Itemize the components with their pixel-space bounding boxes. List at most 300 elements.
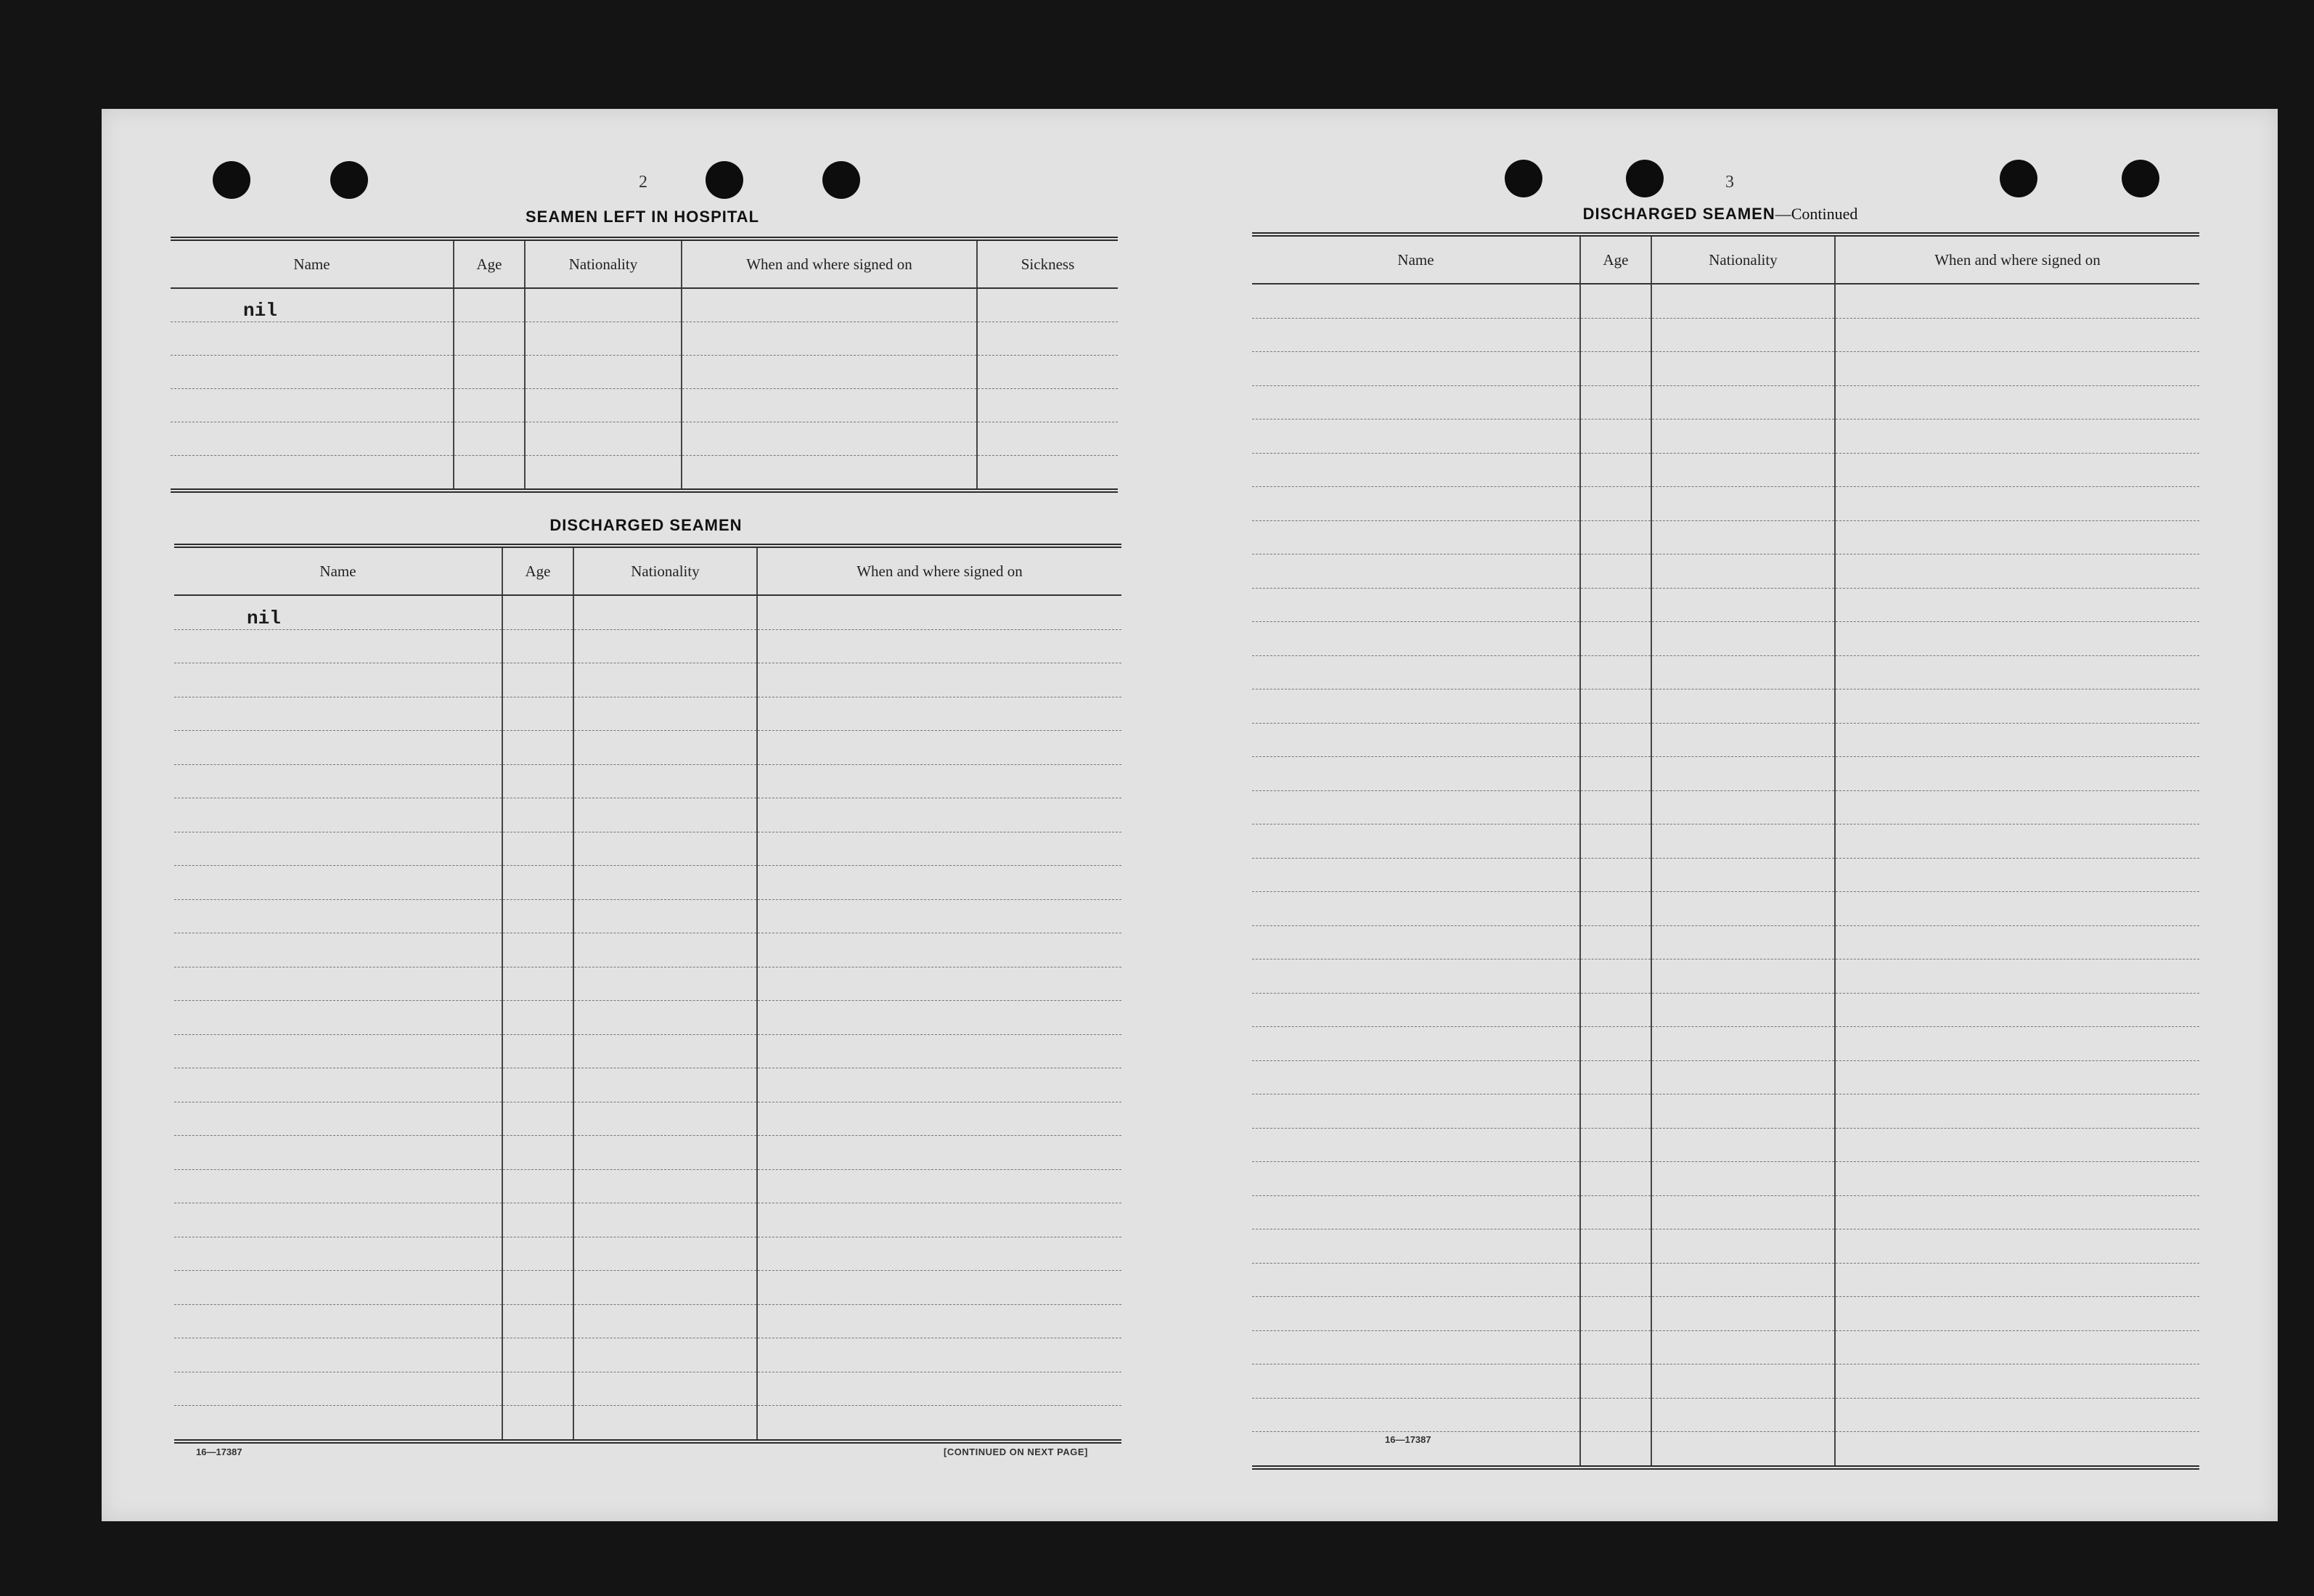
table-cell — [757, 1271, 1121, 1305]
document-sheet — [102, 109, 2278, 1521]
table-cell — [1835, 1364, 2199, 1399]
table-row — [174, 1237, 1121, 1271]
table-cell — [1835, 520, 2199, 554]
table-cell — [1835, 1432, 2199, 1468]
table-cell — [174, 1271, 502, 1305]
table-cell — [1252, 487, 1580, 521]
table-cell — [757, 764, 1121, 798]
table-cell — [1252, 757, 1580, 791]
table-cell — [1651, 520, 1835, 554]
table-cell — [1252, 858, 1580, 892]
table-cell — [757, 933, 1121, 967]
table-cell — [174, 1169, 502, 1203]
column-header-signed-on: When and where signed on — [1835, 234, 2199, 284]
table-cell — [573, 832, 757, 866]
table-cell — [1580, 1398, 1651, 1432]
table-cell — [1835, 1195, 2199, 1229]
table-row — [1252, 925, 2199, 959]
table-cell — [171, 456, 454, 491]
table-row — [1252, 858, 2199, 892]
table-cell — [977, 356, 1118, 389]
table-cell — [1580, 1263, 1651, 1297]
table-cell — [1580, 284, 1651, 318]
table-cell — [1835, 554, 2199, 589]
table-cell — [1252, 520, 1580, 554]
table-cell — [1580, 352, 1651, 386]
table-cell — [1651, 284, 1835, 318]
table-cell — [174, 629, 502, 663]
table-cell — [1651, 1195, 1835, 1229]
table-cell — [1651, 622, 1835, 656]
table-cell — [525, 422, 682, 456]
table-cell — [757, 832, 1121, 866]
table-cell — [1580, 959, 1651, 994]
table-cell — [502, 1237, 573, 1271]
table-cell — [1252, 1128, 1580, 1162]
table-cell — [525, 456, 682, 491]
table-row — [1252, 1364, 2199, 1399]
table-row — [174, 697, 1121, 731]
table-cell — [977, 456, 1118, 491]
table-cell — [1651, 1162, 1835, 1196]
table-cell — [1580, 385, 1651, 420]
table-cell — [1835, 993, 2199, 1027]
table-cell — [1835, 1060, 2199, 1094]
table-cell — [977, 422, 1118, 456]
table-cell — [1835, 420, 2199, 454]
table-cell — [1835, 790, 2199, 824]
table-cell — [1580, 420, 1651, 454]
table-cell — [682, 288, 977, 322]
table-cell — [1252, 1330, 1580, 1364]
table-cell — [502, 933, 573, 967]
table-row — [174, 832, 1121, 866]
table-cell — [1651, 1297, 1835, 1331]
table-cell — [573, 1203, 757, 1237]
table-row — [1252, 420, 2199, 454]
table-cell — [502, 1001, 573, 1035]
table-cell — [502, 1338, 573, 1372]
table-cell — [1580, 790, 1651, 824]
table-cell — [1835, 1263, 2199, 1297]
table-cell — [573, 1102, 757, 1136]
table-cell — [1580, 925, 1651, 959]
table-row — [174, 1338, 1121, 1372]
table-cell — [454, 389, 525, 422]
table-cell — [1580, 892, 1651, 926]
column-header-nationality: Nationality — [573, 546, 757, 595]
table-cell — [1651, 757, 1835, 791]
table-cell — [573, 933, 757, 967]
table-cell — [1835, 588, 2199, 622]
table-cell — [1651, 689, 1835, 724]
table-row — [174, 798, 1121, 832]
table-cell — [1835, 487, 2199, 521]
table-cell — [573, 663, 757, 697]
table-cell — [502, 1372, 573, 1406]
table-cell — [174, 1001, 502, 1035]
name-cell: nil — [174, 595, 502, 629]
column-header-signed-on: When and where signed on — [682, 239, 977, 288]
table-cell — [502, 832, 573, 866]
table-row — [171, 389, 1118, 422]
table-cell — [1651, 1128, 1835, 1162]
table-cell — [573, 798, 757, 832]
table-header-row — [171, 239, 1118, 288]
table-cell — [1252, 993, 1580, 1027]
table-cell — [502, 967, 573, 1001]
table-cell — [1651, 858, 1835, 892]
table-row — [174, 663, 1121, 697]
page-number: 2 — [639, 173, 647, 192]
table-cell — [502, 1271, 573, 1305]
table-cell — [757, 1136, 1121, 1170]
table-cell — [171, 322, 454, 356]
table-cell — [1252, 790, 1580, 824]
table-row — [171, 456, 1118, 491]
table-cell — [1580, 1432, 1651, 1468]
table-cell — [1580, 622, 1651, 656]
table-header-row — [1252, 234, 2199, 284]
column-header-nationality: Nationality — [525, 239, 682, 288]
table-cell — [757, 866, 1121, 900]
table-cell — [977, 322, 1118, 356]
table-cell — [1651, 385, 1835, 420]
table-cell — [1651, 1263, 1835, 1297]
table-row — [1252, 588, 2199, 622]
table-cell — [1835, 1398, 2199, 1432]
table-cell — [174, 1304, 502, 1338]
table-cell — [174, 967, 502, 1001]
table-row — [1252, 284, 2199, 318]
table-cell — [573, 1372, 757, 1406]
table-cell — [757, 798, 1121, 832]
table-cell — [1252, 925, 1580, 959]
table-cell — [1580, 318, 1651, 352]
table-cell — [1252, 1195, 1580, 1229]
table-cell — [1580, 588, 1651, 622]
table-row — [1252, 1128, 2199, 1162]
table-cell — [502, 866, 573, 900]
table-cell — [757, 1203, 1121, 1237]
table-cell — [1835, 959, 2199, 994]
table-cell — [454, 422, 525, 456]
table-row — [174, 1271, 1121, 1305]
table-cell — [1580, 453, 1651, 487]
table-cell — [454, 322, 525, 356]
table-cell — [174, 697, 502, 731]
table-row — [1252, 723, 2199, 757]
table-cell — [1580, 1027, 1651, 1061]
table-row — [174, 1169, 1121, 1203]
table-cell — [757, 1034, 1121, 1068]
table-cell — [1580, 858, 1651, 892]
table-cell — [174, 1068, 502, 1102]
table-row — [1252, 689, 2199, 724]
table-row — [174, 1136, 1121, 1170]
table-cell — [1835, 1330, 2199, 1364]
table-cell — [502, 1068, 573, 1102]
table-cell — [757, 1406, 1121, 1441]
hospital-table — [171, 237, 1118, 493]
table-row — [1252, 959, 2199, 994]
table-cell — [1252, 1162, 1580, 1196]
table-cell — [1580, 1128, 1651, 1162]
hospital-section-title: SEAMEN LEFT IN HOSPITAL — [525, 208, 760, 226]
table-cell — [757, 1304, 1121, 1338]
table-cell — [1651, 588, 1835, 622]
table-cell — [1835, 453, 2199, 487]
discharged-section-title: DISCHARGED SEAMEN — [549, 516, 743, 534]
table-row — [1252, 824, 2199, 859]
table-cell — [1835, 723, 2199, 757]
table-cell — [174, 866, 502, 900]
table-cell — [757, 1102, 1121, 1136]
table-cell — [1651, 1364, 1835, 1399]
table-row — [1252, 1330, 2199, 1364]
table-cell — [1651, 1432, 1835, 1468]
table-row — [1252, 352, 2199, 386]
discharged-table — [174, 544, 1121, 1444]
table-cell — [1835, 1128, 2199, 1162]
table-cell — [573, 764, 757, 798]
table-cell — [502, 663, 573, 697]
table-row — [1252, 487, 2199, 521]
table-row — [174, 629, 1121, 663]
table-cell — [171, 356, 454, 389]
table-cell — [171, 422, 454, 456]
table-row — [1252, 1162, 2199, 1196]
table-cell — [174, 1237, 502, 1271]
table-cell — [502, 697, 573, 731]
table-cell — [174, 899, 502, 933]
table-cell — [1580, 554, 1651, 589]
discharged-continued-title — [1248, 205, 2192, 224]
table-cell — [174, 933, 502, 967]
table-cell — [1252, 453, 1580, 487]
column-header-age: Age — [1580, 234, 1651, 284]
table-cell — [1580, 1162, 1651, 1196]
table-cell — [1580, 1195, 1651, 1229]
table-cell — [1651, 554, 1835, 589]
table-row — [174, 1203, 1121, 1237]
name-cell: nil — [171, 288, 454, 322]
table-cell — [1252, 1297, 1580, 1331]
table-cell — [1580, 993, 1651, 1027]
table-cell — [1835, 892, 2199, 926]
table-cell — [1252, 1229, 1580, 1264]
table-cell — [174, 1372, 502, 1406]
table-cell — [1835, 385, 2199, 420]
table-row — [174, 731, 1121, 765]
table-cell — [1252, 352, 1580, 386]
table-row — [1252, 385, 2199, 420]
table-row — [1252, 790, 2199, 824]
table-cell — [573, 899, 757, 933]
table-cell — [525, 322, 682, 356]
table-row — [1252, 318, 2199, 352]
table-cell — [1835, 1027, 2199, 1061]
table-cell — [682, 456, 977, 491]
table-cell — [1651, 1094, 1835, 1129]
table-row — [171, 422, 1118, 456]
table-row — [171, 288, 1118, 322]
table-row — [174, 1001, 1121, 1035]
table-row — [1252, 554, 2199, 589]
table-row — [1252, 1060, 2199, 1094]
table-cell — [757, 629, 1121, 663]
table-cell — [171, 389, 454, 422]
table-cell — [682, 422, 977, 456]
table-cell — [1252, 1027, 1580, 1061]
table-cell — [1835, 925, 2199, 959]
table-cell — [573, 1169, 757, 1203]
table-cell — [757, 967, 1121, 1001]
table-cell — [757, 1169, 1121, 1203]
column-header-name: Name — [171, 239, 454, 288]
table-cell — [1252, 892, 1580, 926]
table-cell — [573, 1271, 757, 1305]
table-cell — [1651, 1060, 1835, 1094]
table-cell — [1651, 824, 1835, 859]
table-cell — [757, 899, 1121, 933]
table-cell — [174, 731, 502, 765]
table-cell — [682, 322, 977, 356]
table-cell — [1651, 959, 1835, 994]
table-cell — [502, 595, 573, 629]
table-cell — [573, 1034, 757, 1068]
table-row — [174, 595, 1121, 629]
table-cell — [174, 1406, 502, 1441]
table-cell — [174, 798, 502, 832]
table-row — [1252, 520, 2199, 554]
table-cell — [502, 798, 573, 832]
table-cell — [1651, 318, 1835, 352]
table-cell — [1651, 487, 1835, 521]
table-cell — [573, 1237, 757, 1271]
table-cell — [1252, 723, 1580, 757]
table-cell — [1580, 723, 1651, 757]
table-cell — [502, 899, 573, 933]
table-cell — [525, 389, 682, 422]
table-row — [174, 1304, 1121, 1338]
table-cell — [573, 1001, 757, 1035]
table-cell — [1252, 622, 1580, 656]
table-cell — [1651, 1330, 1835, 1364]
table-row — [1252, 1229, 2199, 1264]
table-cell — [573, 1406, 757, 1441]
left-page — [102, 109, 1190, 1521]
table-cell — [1252, 385, 1580, 420]
table-cell — [502, 1169, 573, 1203]
table-row — [174, 967, 1121, 1001]
table-cell — [502, 764, 573, 798]
table-cell — [1580, 824, 1651, 859]
table-cell — [1651, 655, 1835, 689]
page-number: 3 — [1725, 173, 1734, 192]
table-cell — [1835, 824, 2199, 859]
table-header-row — [174, 546, 1121, 595]
table-cell — [525, 288, 682, 322]
table-cell — [1651, 453, 1835, 487]
table-row — [174, 1372, 1121, 1406]
table-cell — [682, 389, 977, 422]
table-row — [1252, 1027, 2199, 1061]
table-cell — [1580, 520, 1651, 554]
table-row — [174, 764, 1121, 798]
table-cell — [1252, 824, 1580, 859]
table-row — [174, 1102, 1121, 1136]
table-cell — [1252, 655, 1580, 689]
table-cell — [1651, 352, 1835, 386]
table-cell — [1835, 1162, 2199, 1196]
table-row — [174, 866, 1121, 900]
table-cell — [1252, 554, 1580, 589]
table-row — [1252, 1297, 2199, 1331]
table-cell — [1252, 588, 1580, 622]
table-cell — [1252, 284, 1580, 318]
table-cell — [573, 1068, 757, 1102]
table-cell — [757, 663, 1121, 697]
title-main: DISCHARGED SEAMEN — [1582, 205, 1775, 223]
table-row — [1252, 1398, 2199, 1432]
table-cell — [977, 288, 1118, 322]
table-cell — [1651, 925, 1835, 959]
table-cell — [1651, 1027, 1835, 1061]
table-row — [174, 933, 1121, 967]
table-cell — [1835, 689, 2199, 724]
table-cell — [1651, 993, 1835, 1027]
table-cell — [454, 456, 525, 491]
discharged-continued-table — [1252, 232, 2199, 1470]
table-cell — [454, 288, 525, 322]
table-cell — [573, 866, 757, 900]
table-cell — [1580, 1330, 1651, 1364]
table-row — [1252, 993, 2199, 1027]
table-cell — [1835, 352, 2199, 386]
table-cell — [573, 1338, 757, 1372]
table-cell — [1580, 757, 1651, 791]
title-suffix: —Continued — [1775, 205, 1858, 223]
table-cell — [1252, 1398, 1580, 1432]
table-cell — [1835, 757, 2199, 791]
table-cell — [573, 1136, 757, 1170]
table-row — [174, 1406, 1121, 1441]
table-cell — [454, 356, 525, 389]
table-cell — [1580, 487, 1651, 521]
table-row — [1252, 453, 2199, 487]
table-row — [1252, 1263, 2199, 1297]
table-cell — [1835, 1297, 2199, 1331]
form-code: 16—17387 — [196, 1446, 242, 1457]
table-cell — [1252, 1364, 1580, 1399]
column-header-nationality: Nationality — [1651, 234, 1835, 284]
table-cell — [757, 1237, 1121, 1271]
table-cell — [1252, 420, 1580, 454]
table-cell — [1580, 1297, 1651, 1331]
table-cell — [757, 697, 1121, 731]
table-cell — [1252, 1060, 1580, 1094]
table-cell — [502, 1304, 573, 1338]
table-cell — [1835, 284, 2199, 318]
table-cell — [502, 1203, 573, 1237]
column-header-signed-on: When and where signed on — [757, 546, 1121, 595]
table-cell — [1580, 1060, 1651, 1094]
table-cell — [1580, 1364, 1651, 1399]
table-cell — [757, 1068, 1121, 1102]
table-cell — [1580, 655, 1651, 689]
table-cell — [682, 356, 977, 389]
